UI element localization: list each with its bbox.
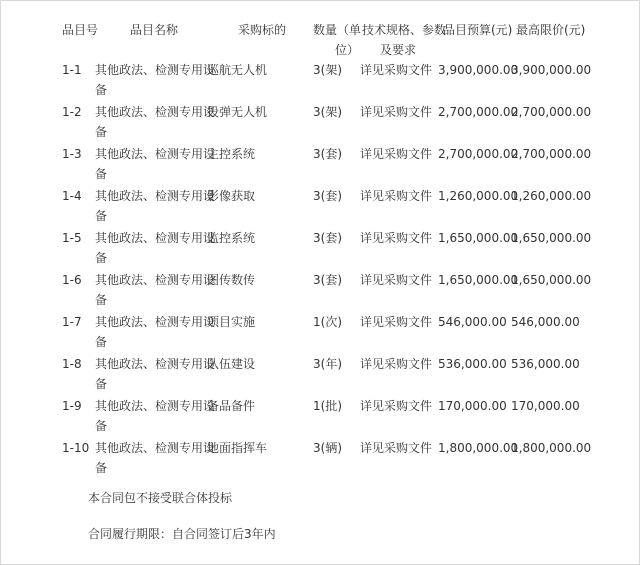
row-item-id: 1-9 bbox=[62, 399, 82, 413]
row-target: 图传数传 bbox=[207, 273, 256, 287]
row-target: 备品备件 bbox=[207, 399, 256, 413]
row-item-name: 其他政法、检测专用设 bbox=[95, 357, 216, 371]
row-max-price: 3,900,000.00 bbox=[511, 63, 592, 77]
row-item-id: 1-4 bbox=[62, 189, 82, 203]
row-spec: 详见采购文件 bbox=[360, 147, 433, 161]
row-quantity: 1(次) bbox=[313, 315, 342, 329]
row-budget: 2,700,000.00 bbox=[438, 147, 519, 161]
row-budget: 536,000.00 bbox=[438, 357, 507, 371]
header-budget bbox=[443, 20, 512, 60]
row-item-name-continued: 备 bbox=[95, 293, 108, 307]
row-item-name: 其他政法、检测专用设 bbox=[95, 399, 216, 413]
row-spec: 详见采购文件 bbox=[360, 399, 433, 413]
row-target: 队伍建设 bbox=[207, 357, 256, 371]
row-quantity: 3(套) bbox=[313, 147, 342, 161]
row-spec: 详见采购文件 bbox=[360, 273, 433, 287]
row-spec: 详见采购文件 bbox=[360, 105, 433, 119]
row-quantity: 3(套) bbox=[313, 273, 342, 287]
row-item-name-continued: 备 bbox=[95, 461, 108, 475]
row-target: 监控系统 bbox=[207, 231, 256, 245]
row-max-price: 546,000.00 bbox=[511, 315, 580, 329]
row-spec: 详见采购文件 bbox=[360, 315, 433, 329]
row-quantity: 3(套) bbox=[313, 189, 342, 203]
row-item-id: 1-2 bbox=[62, 105, 82, 119]
row-item-name-continued: 备 bbox=[95, 335, 108, 349]
row-max-price: 170,000.00 bbox=[511, 399, 580, 413]
row-item-id: 1-7 bbox=[62, 315, 82, 329]
header-spec bbox=[362, 20, 446, 60]
row-item-name: 其他政法、检测专用设 bbox=[95, 273, 216, 287]
row-item-id: 1-3 bbox=[62, 147, 82, 161]
row-quantity: 3(架) bbox=[313, 105, 342, 119]
row-item-id: 1-5 bbox=[62, 231, 82, 245]
header-item-id-label: 品目号 bbox=[62, 23, 99, 37]
row-item-id: 1-8 bbox=[62, 357, 82, 371]
row-budget: 546,000.00 bbox=[438, 315, 507, 329]
row-max-price: 2,700,000.00 bbox=[511, 147, 592, 161]
row-budget: 1,650,000.00 bbox=[438, 273, 519, 287]
row-item-name: 其他政法、检测专用设 bbox=[95, 63, 216, 77]
row-target: 主控系统 bbox=[207, 147, 256, 161]
row-item-name-continued: 备 bbox=[95, 83, 108, 97]
header-budget-label: 品目预算(元) bbox=[443, 23, 513, 37]
row-item-name-continued: 备 bbox=[95, 167, 108, 181]
header-spec-line1: 技术规格、参数 bbox=[362, 23, 447, 37]
row-item-id: 1-6 bbox=[62, 273, 82, 287]
row-spec: 详见采购文件 bbox=[360, 231, 433, 245]
row-spec: 详见采购文件 bbox=[360, 357, 433, 371]
row-item-name: 其他政法、检测专用设 bbox=[95, 231, 216, 245]
row-quantity: 3(辆) bbox=[313, 441, 342, 455]
row-target: 影像获取 bbox=[207, 189, 256, 203]
row-target: 投弹无人机 bbox=[207, 105, 268, 119]
row-item-name: 其他政法、检测专用设 bbox=[95, 189, 216, 203]
row-quantity: 1(批) bbox=[313, 399, 342, 413]
row-item-name: 其他政法、检测专用设 bbox=[95, 147, 216, 161]
header-spec-line2: 及要求 bbox=[380, 43, 417, 57]
header-item-id bbox=[62, 20, 98, 60]
row-spec: 详见采购文件 bbox=[360, 441, 433, 455]
contract-term-note: 合同履行期限：自合同签订后3年内 bbox=[88, 527, 276, 541]
row-spec: 详见采购文件 bbox=[360, 189, 433, 203]
row-budget: 2,700,000.00 bbox=[438, 105, 519, 119]
row-item-name: 其他政法、检测专用设 bbox=[95, 441, 216, 455]
header-item-name-label: 品目名称 bbox=[130, 23, 179, 37]
row-item-id: 1-1 bbox=[62, 63, 82, 77]
row-spec: 详见采购文件 bbox=[360, 63, 433, 77]
consortium-note: 本合同包不接受联合体投标 bbox=[88, 491, 233, 505]
row-max-price: 2,700,000.00 bbox=[511, 105, 592, 119]
header-max-price bbox=[516, 20, 585, 60]
header-target bbox=[238, 20, 286, 60]
row-max-price: 1,260,000.00 bbox=[511, 189, 592, 203]
header-quantity bbox=[313, 20, 361, 60]
row-item-name-continued: 备 bbox=[95, 251, 108, 265]
row-quantity: 3(架) bbox=[313, 63, 342, 77]
row-item-name-continued: 备 bbox=[95, 209, 108, 223]
row-budget: 1,650,000.00 bbox=[438, 231, 519, 245]
header-quantity-line1: 数量（单 bbox=[313, 23, 362, 37]
row-quantity: 3(年) bbox=[313, 357, 342, 371]
row-budget: 1,260,000.00 bbox=[438, 189, 519, 203]
row-max-price: 536,000.00 bbox=[511, 357, 580, 371]
row-budget: 170,000.00 bbox=[438, 399, 507, 413]
row-target: 地面指挥车 bbox=[207, 441, 268, 455]
row-target: 巡航无人机 bbox=[207, 63, 268, 77]
header-item-name bbox=[130, 20, 178, 60]
row-item-name-continued: 备 bbox=[95, 377, 108, 391]
row-max-price: 1,650,000.00 bbox=[511, 231, 592, 245]
row-item-name-continued: 备 bbox=[95, 125, 108, 139]
header-target-label: 采购标的 bbox=[238, 23, 287, 37]
row-max-price: 1,650,000.00 bbox=[511, 273, 592, 287]
row-item-id: 1-10 bbox=[62, 441, 90, 455]
row-max-price: 1,800,000.00 bbox=[511, 441, 592, 455]
row-target: 项目实施 bbox=[207, 315, 256, 329]
row-budget: 3,900,000.00 bbox=[438, 63, 519, 77]
header-quantity-line2: 位） bbox=[335, 43, 360, 57]
row-item-name: 其他政法、检测专用设 bbox=[95, 105, 216, 119]
row-budget: 1,800,000.00 bbox=[438, 441, 519, 455]
row-quantity: 3(套) bbox=[313, 231, 342, 245]
row-item-name: 其他政法、检测专用设 bbox=[95, 315, 216, 329]
header-max-price-label: 最高限价(元) bbox=[516, 23, 586, 37]
row-item-name-continued: 备 bbox=[95, 419, 108, 433]
